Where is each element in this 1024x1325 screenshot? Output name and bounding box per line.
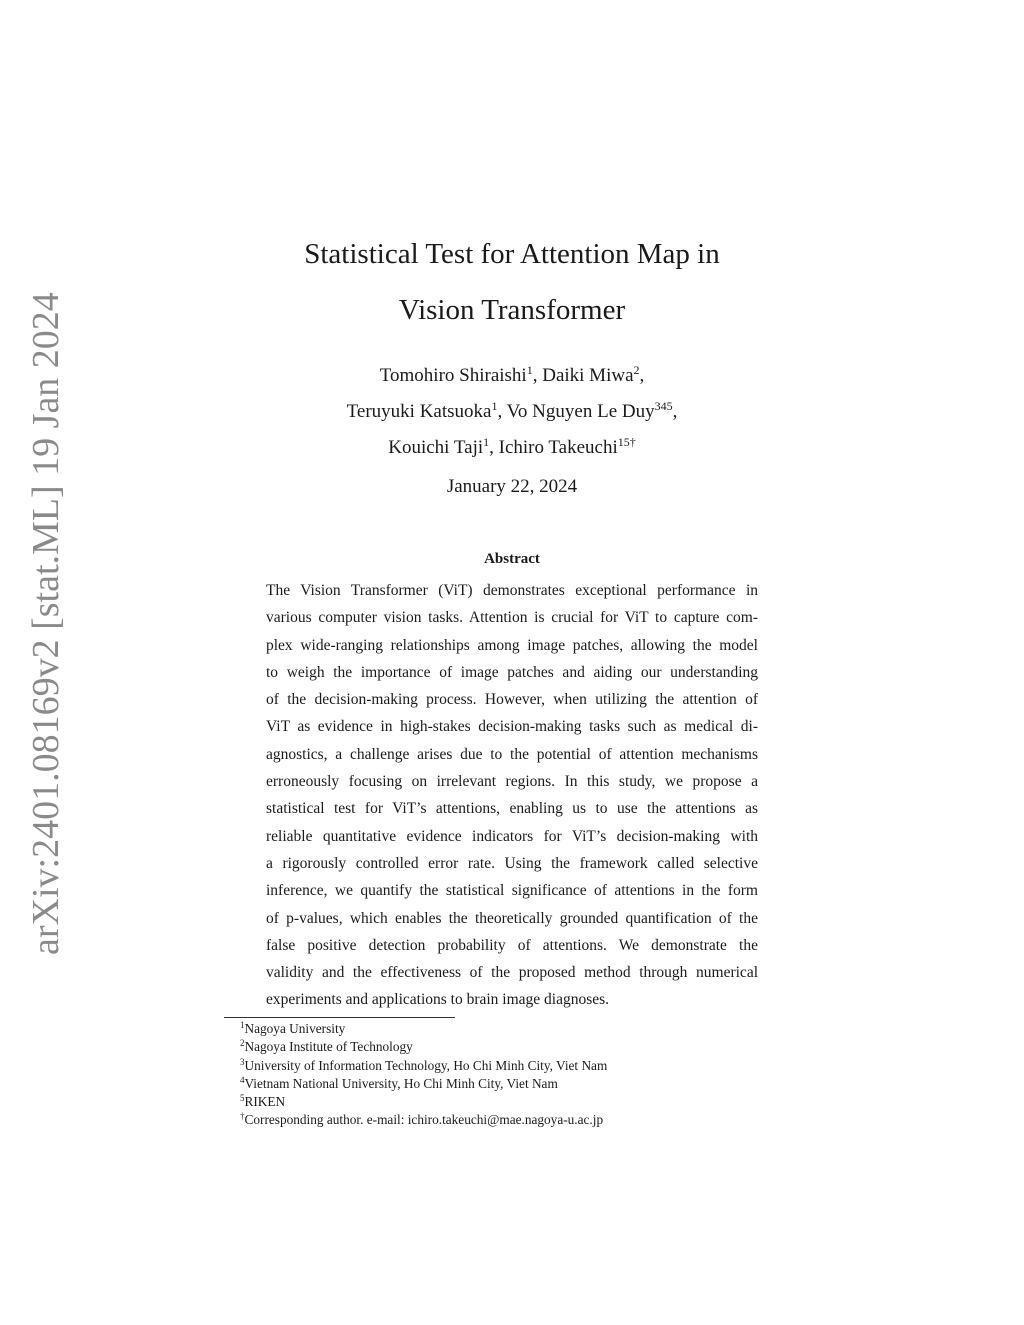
abstract-line: a rigorously controlled error rate. Using the framework called selective [266,854,758,872]
publication-date: January 22, 2024 [446,476,578,497]
arxiv-identifier: arXiv:2401.08169v2 [stat.ML] 19 Jan 2024 [25,292,67,955]
abstract-line: various computer vision tasks. Attention is crucial for ViT to capture com- [266,609,758,627]
footnote-mark: 2 [240,1038,245,1049]
abstract-line: of p-values, which enables the theoretically grounded quantification of the [266,909,758,927]
footnote-mark: 4 [240,1074,245,1085]
author-line-2: Teruyuki Katsuoka$^1$, Vo Nguyen Le Duy$^{345}$, [346,399,678,422]
footnote [240,1057,607,1075]
abstract-line: plex wide-ranging relationships among image patches, allowing the model [266,636,758,654]
author-name: Teruyuki Katsuoka [346,401,492,422]
abstract-line: of the decision-making process. However, when utilizing the attention of [266,691,758,709]
affiliation-mark: 1 [491,399,498,413]
affiliation-mark: 2 [633,363,640,377]
abstract-line: statistical test for ViT’s attentions, enabling us to use the attentions as [266,800,758,818]
abstract-line: reliable quantitative evidence indicators for ViT’s decision-making with [266,827,758,845]
footnote-text: Nagoya University [244,1021,346,1036]
abstract-line: validity and the effectiveness of the proposed method through numerical [266,964,758,982]
footnote-text: Vietnam National University, Ho Chi Minh City, Viet Nam [244,1075,558,1091]
abstract-line: ViT as evidence in high-stakes decision-making tasks such as medical di- [266,718,758,736]
abstract-heading: Abstract [484,551,540,567]
footnote [240,1111,607,1129]
author-name: Kouichi Taji [388,437,484,458]
abstract-line: to weigh the importance of image patches and aiding our understanding [266,663,758,681]
abstract-line: agnostics, a challenge arises due to the potential of attention mechanisms [266,745,758,763]
footnote-text: University of Information Technology, Ho Chi Minh City, Viet Nam [244,1057,608,1073]
footnote-mark: 5 [240,1093,245,1104]
affiliation-mark: 1 [483,435,490,449]
author-line-3: Kouichi Taji$^1$, Ichiro Takeuchi$^{15\dagger}$ [388,435,636,458]
footnotes [240,1020,607,1130]
author-name: Tomohiro Shiraishi [379,365,527,386]
affiliation-mark: 345 [654,399,673,413]
footnote-text: RIKEN [244,1094,286,1110]
affiliation-mark: 15† [617,435,636,449]
author-list [200,358,824,466]
abstract-body [266,577,758,1014]
footnote-text: Corresponding author. e-mail: ichiro.takeuchi@mae.nagoya-u.ac.jp [244,1112,604,1128]
paper-title-line-1: Statistical Test for Attention Map in [304,238,720,270]
footnote [240,1038,607,1056]
abstract-line: The Vision Transformer (ViT) demonstrates exceptional performance in [266,582,758,599]
footnote-mark: † [240,1111,245,1122]
abstract-line: experiments and applications to brain image diagnoses. [266,991,610,1009]
footnote [240,1093,607,1111]
footnote-mark: 1 [240,1020,245,1030]
footnote-mark: 3 [240,1056,245,1067]
abstract-line: erroneously focusing on irrelevant regions. In this study, we propose a [266,773,758,791]
author-name: Ichiro Takeuchi [498,437,618,458]
paper-title-line-2: Vision Transformer [398,294,626,326]
abstract-line: inference, we quantify the statistical significance of attentions in the form [266,882,758,900]
footnote [240,1020,607,1038]
footnote-divider [224,1017,455,1018]
author-name: Vo Nguyen Le Duy [506,401,655,422]
footnote [240,1075,607,1093]
author-line-1: Tomohiro Shiraishi$^1$, Daiki Miwa$^2$, [379,363,645,386]
author-name: Daiki Miwa [542,365,634,386]
abstract-line: false positive detection probability of attentions. We demonstrate the [266,936,758,954]
affiliation-mark: 1 [526,363,533,377]
footnote-text: Nagoya Institute of Technology [244,1039,413,1055]
